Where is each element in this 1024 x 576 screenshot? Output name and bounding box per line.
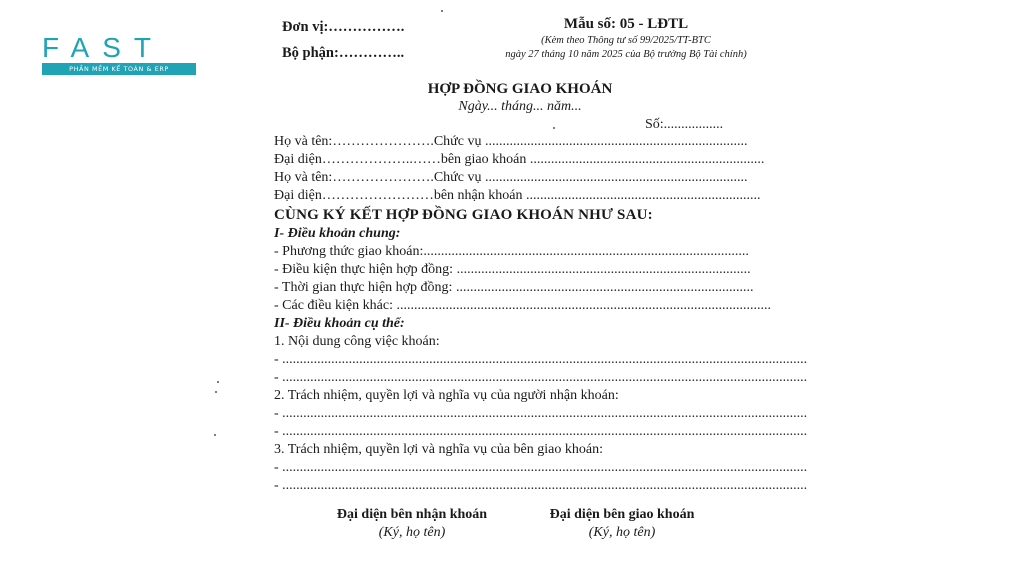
receiver-signature: [312, 506, 512, 542]
party-left: Họ và tên:………………….: [274, 170, 434, 185]
giver-signature-title: Đại diện bên giao khoán: [549, 507, 695, 522]
document-title: HỢP ĐỒNG GIAO KHOÁN: [427, 81, 613, 97]
circular-reference: (Kèm theo Thông tư số 99/2025/TT-BTC: [541, 35, 711, 46]
general-term: - Phương thức giao khoán:.............................................................................................: [274, 244, 749, 259]
specific-term-1: 1. Nội dung công việc khoán:: [274, 334, 440, 349]
fast-logo: [22, 34, 190, 78]
date-line: Ngày... tháng... năm...: [458, 99, 582, 114]
general-term: - Thời gian thực hiện hợp đồng: .....................................................................................: [274, 280, 754, 295]
scan-speck: [217, 381, 219, 383]
scan-speck: [441, 10, 443, 12]
unit-field: Đơn vị:…………….: [282, 19, 405, 35]
receiver-signature-title: Đại diện bên nhận khoán: [336, 507, 488, 522]
agreement-heading: CÙNG KÝ KẾT HỢP ĐỒNG GIAO KHOÁN NHƯ SAU:: [274, 207, 653, 223]
header-left: [282, 14, 404, 66]
party-left: Đại diện……………………: [274, 188, 434, 203]
party-line: [274, 169, 748, 187]
section-1-heading: I- Điều khoản chung:: [274, 226, 401, 241]
blank-line: - ......................................................................................................................................................: [274, 478, 808, 493]
document-number: Số:.................: [645, 117, 724, 132]
general-term: - Các điều kiện khác: ...........................................................................................................: [274, 298, 771, 313]
party-right: Chức vụ ...........................................................................: [433, 170, 748, 185]
party-line: [274, 133, 748, 151]
party-left: Đại diện………………..……: [274, 152, 441, 167]
general-term: - Điều kiện thực hiện hợp đồng: ....................................................................................: [274, 262, 751, 277]
header-right: [466, 14, 786, 62]
party-right: bên nhận khoán ...................................................................: [433, 188, 761, 203]
specific-term-2: 2. Trách nhiệm, quyền lợi và nghĩa vụ của người nhận khoán:: [274, 388, 619, 403]
blank-line: - ......................................................................................................................................................: [274, 406, 808, 421]
receiver-signature-note: (Ký, họ tên): [378, 525, 446, 540]
contract-body: [274, 133, 808, 495]
party-right: Chức vụ ...........................................................................: [433, 134, 748, 149]
blank-line: - ......................................................................................................................................................: [274, 460, 808, 475]
department-field: Bộ phận:…………..: [282, 45, 405, 61]
section-2-heading: II- Điều khoản cụ thể:: [274, 316, 405, 331]
scan-speck: [215, 391, 217, 393]
scan-speck: [553, 127, 555, 129]
giver-signature: [522, 506, 722, 542]
specific-term-3: 3. Trách nhiệm, quyền lợi và nghĩa vụ của bên giao khoán:: [274, 442, 603, 457]
party-right: bên giao khoán ...................................................................: [440, 152, 765, 167]
blank-line: - ......................................................................................................................................................: [274, 424, 808, 439]
logo-word: FAST: [42, 32, 165, 63]
blank-line: - ......................................................................................................................................................: [274, 370, 808, 385]
party-line: [274, 187, 761, 205]
form-number: Mẫu số: 05 - LĐTL: [563, 16, 689, 32]
party-left: Họ và tên:………………….: [274, 134, 434, 149]
circular-date: ngày 27 tháng 10 năm 2025 của Bộ trưởng Bộ Tài chính): [505, 49, 747, 60]
blank-line: - ......................................................................................................................................................: [274, 352, 808, 367]
party-line: [274, 151, 765, 169]
scan-speck: [214, 434, 216, 436]
giver-signature-note: (Ký, họ tên): [588, 525, 656, 540]
logo-tagline: PHẦN MỀM KẾ TOÁN & ERP: [42, 63, 196, 75]
